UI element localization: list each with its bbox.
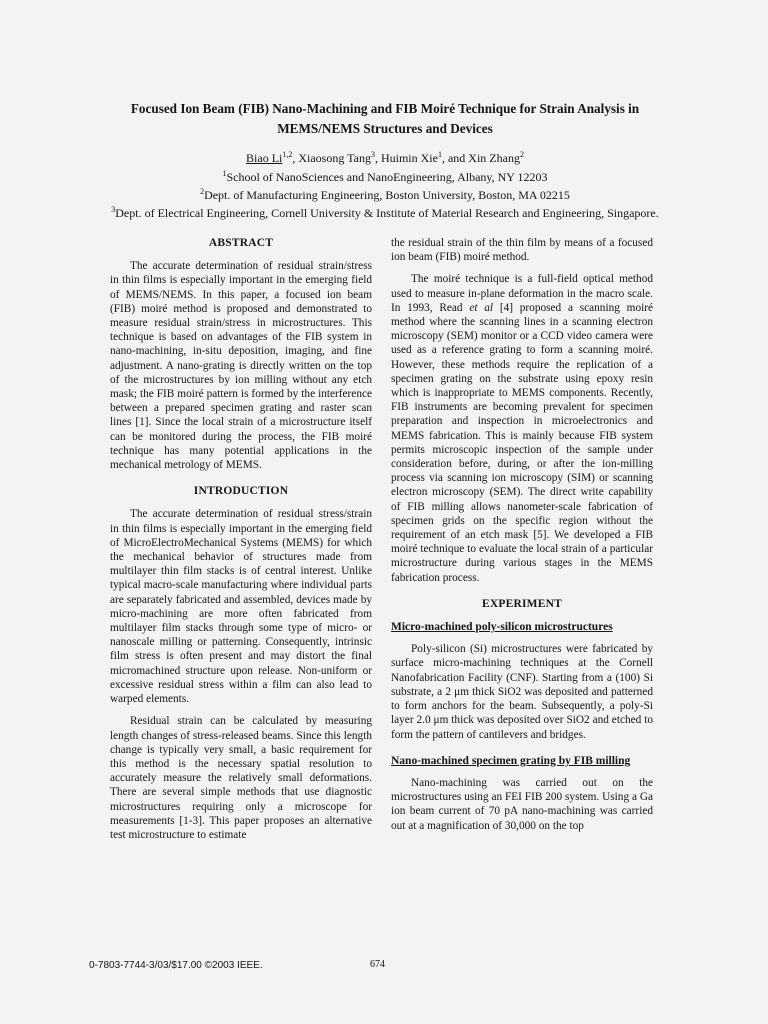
author-affiliation-mark: 1,2: [282, 150, 293, 159]
paragraph: [391, 272, 653, 584]
experiment-heading: EXPERIMENT: [482, 597, 562, 610]
paragraph: The accurate determination of residual stress/strain in thin films is especially important in the emerging field of MicroElectroMechanical Systems (MEMS) for which the mechanical behavior of structures made from multilayer thin film stacks is of central interest. Unlike typical macro-scale manufacturing where individual parts are separately fabricated and assembled, devices made by micro-machining are more often fabricated from multilayer film stacks through some type of micro- or nanoscale milling or patterning. Consequently, intrinsic film stress is often present and may distort the final micromachined structure upon release. Non-uniform or excessive residual stress within a film can also lead to warped elements.: [110, 508, 372, 706]
author-list: Biao Li$^{1,2}$, Xiaosong Tang$^3$, Huimin Xie$^1$, and Xin Zhang$^2$: [246, 150, 524, 165]
author-name: Biao Li: [246, 151, 283, 165]
affiliation-text: Dept. of Electrical Engineering, Cornell University & Institute of Material Research and Engineering, Singapore.: [115, 206, 659, 220]
paragraph: Nano-machining was carried out on the microstructures using an FEI FIB 200 system. Using a Ga ion beam current of 70 pA nano-machining was carried out at a magnification of 30,000 on the top: [391, 776, 653, 832]
introduction-heading: INTRODUCTION: [193, 485, 289, 498]
italic-text: et al: [469, 301, 494, 314]
right-column: [391, 236, 653, 841]
affiliation: [60, 201, 710, 222]
paper-title: Focused Ion Beam (FIB) Nano-Machining and FIB Moiré Technique for Strain Analysis in MEMS/NEMS Structures and Devices: [130, 101, 640, 136]
author-name: Xiaosong Tang: [298, 151, 371, 165]
affiliation-mark: 1: [222, 169, 227, 178]
abstract-text: The accurate determination of residual strain/stress in thin films is especially important in the emerging field of MEMS/NEMS. In this paper, a focused ion beam (FIB) moiré method is proposed and demonstrated to measure residual strain/stress in microstructures. This technique is based on advantages of the FIB system in nano-machining, in-situ deposition, imaging, and fine adjustment. A nano-grating is directly written on the top of the microstructures by ion milling without any etch mask; the FIB moiré pattern is formed by the interference between a prepared specimen grating and raster scan lines [1]. Since the local strain of a microstructure itself can be monitored during the process, the FIB moiré technique has many potential applications in the mechanical metrology of MEMS.: [110, 260, 372, 472]
text-run: [4] proposed a scanning moiré method where the scanning lines in a scanning electron microscopy (SEM) monitor or a CCD video camera were used as a reference grating to form a scanning moiré. However, these methods require the replication of a specimen grating on the substrate using epoxy resin which is inappropriate to MEMS components. Recently, FIB instruments are becoming prevalent for specimen preparation and inspection in microelectronics and MEMS fabrication. This is mainly because FIB system permits microscopic inspection of the sample under consideration before, during, or after the ion-milling process via scanning ion microscopy (SIM) or scanning electron microscopy (SEM). The direct write capability of FIB milling allows nanometer-scale fabrication of specimen grids on the specific region without the requirement of an etch mask [5]. We developed a FIB moiré technique to evaluate the local strain of a particular microstructure during various stages in the MEMS fabrication process.: [391, 301, 654, 584]
copyright-footer: 0-7803-7744-3/03/$17.00 ©2003 IEEE.: [89, 960, 263, 971]
author-affiliation-mark: 2: [519, 150, 524, 159]
paragraph: Poly-silicon (Si) microstructures were fabricated by surface micro-machining techniques at the Cornell Nanofabrication Facility (CNF). Starting from a (100) Si substrate, a 2 μm thick SiO2 was deposited and patterned to form anchors for the beam. Subsequently, a poly-Si layer 2.0 μm thick was deposited over SiO2 and etched to form the pattern of cantilevers and bridges.: [391, 643, 653, 741]
affiliation-text: School of NanoSciences and NanoEngineering, Albany, NY 12203: [226, 170, 548, 184]
affiliation-mark: 2: [200, 187, 205, 196]
author-affiliation-mark: 3: [370, 150, 375, 159]
paragraph: Residual strain can be calculated by measuring length changes of stress-released beams. Since this length change is typically very small, a basic requirement for this method is the necessary spatial resolution to accurately measure the relatively small deformations. There are several simple methods that use diagnostic microstructures requiring only a microscope for measurements [1-3]. This paper proposes an alternative test microstructure to estimate: [110, 715, 372, 841]
subsection-heading: Micro-machined poly-silicon microstructures: [391, 621, 613, 634]
author-affiliation-mark: 1: [437, 150, 442, 159]
author-name: and Xin Zhang: [447, 151, 520, 165]
affiliation-mark: 3: [111, 205, 116, 214]
author-name: Huimin Xie: [380, 151, 438, 165]
left-column: [110, 236, 372, 850]
paragraph: the residual strain of the thin film by means of a focused ion beam (FIB) moiré method.: [391, 237, 653, 264]
affiliation-text: Dept. of Manufacturing Engineering, Boston University, Boston, MA 02215: [204, 188, 570, 202]
subsection-heading: Nano-machined specimen grating by FIB milling: [391, 754, 631, 767]
page-number: 674: [370, 959, 385, 970]
text-run: The moiré technique is a full-field optical method used to measure in-plane deformation in the macro scale. In 1993, Read: [391, 273, 653, 314]
abstract-heading: ABSTRACT: [208, 237, 274, 249]
